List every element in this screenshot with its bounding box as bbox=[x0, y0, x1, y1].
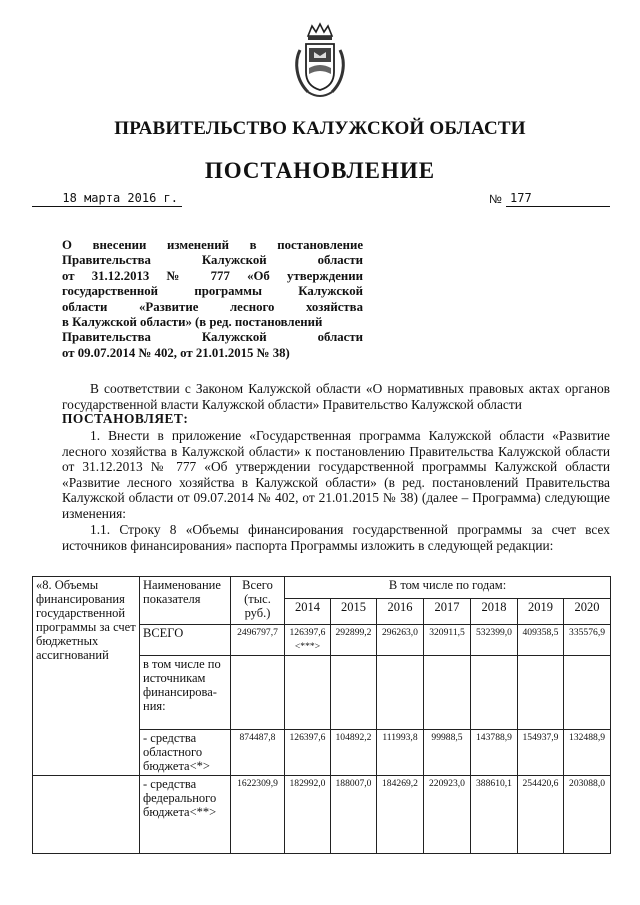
kaluga-coat-of-arms-icon bbox=[292, 22, 348, 102]
year-header: 2018 bbox=[471, 599, 518, 625]
table-header-row bbox=[33, 577, 611, 599]
year-value: 203088,0 bbox=[564, 776, 611, 854]
total-value: 2496797,7 bbox=[231, 625, 285, 656]
year-value bbox=[331, 656, 377, 730]
heading-line: Правительства Калужской области bbox=[62, 253, 363, 268]
year-value: 126397,6 <***> bbox=[285, 625, 331, 656]
decree-date: 18 марта 2016 г. bbox=[32, 191, 182, 207]
heading-line: от 09.07.2014 № 402, от 21.01.2015 № 38) bbox=[62, 345, 290, 360]
organization-name: ПРАВИТЕЛЬСТВО КАЛУЖСКОЙ ОБЛАСТИ bbox=[114, 118, 526, 139]
row-label-cell: «8. Объемы финансирования государственной программы за счет бюджетных ассигнований bbox=[33, 577, 140, 776]
total-value: 1622309,9 bbox=[231, 776, 285, 854]
year-value: 292899,2 bbox=[331, 625, 377, 656]
year-value bbox=[518, 656, 564, 730]
decree-word: ПОСТАНОВЛЯЕТ: bbox=[62, 411, 189, 426]
row-label-continuation bbox=[33, 776, 140, 854]
year-header: 2016 bbox=[377, 599, 424, 625]
subclause-paragraph: 1.1. Строку 8 «Объемы финансирования государственной программы за счет всех источников финансирования» паспорта Программы изложить в следующей редакции: bbox=[62, 522, 610, 553]
year-value: 254420,6 bbox=[518, 776, 564, 854]
decree-number: 177 bbox=[506, 191, 610, 207]
year-value: 104892,2 bbox=[331, 730, 377, 776]
amendment-paragraph: 1. Внести в приложение «Государственная программа Калужской области «Развитие лесного хозяйства в Калужской области» к постановлению Правительства Калужской области от 31.12.2013 № 777 «Об утверждении государственной программы Калужской области «Развитие лесного хозяйства в Калужской области» (в ред. постановлений Правительства Калужской области от 09.07.2014 № 402, от 21.01.2015 № 38) (далее – Программа) следующие изменения: bbox=[62, 428, 610, 521]
heading-line: в Калужской области» (в ред. постановлений bbox=[62, 315, 323, 330]
year-value bbox=[471, 656, 518, 730]
financing-table bbox=[32, 576, 611, 854]
year-value bbox=[564, 656, 611, 730]
col-years-caption: В том числе по годам: bbox=[285, 577, 611, 599]
year-value: 182992,0 bbox=[285, 776, 331, 854]
indicator-name: в том числе по источникам финансирова-ния: bbox=[140, 656, 231, 730]
heading-line: от 31.12.2013 № 777 «Об утверждении bbox=[62, 268, 363, 283]
year-header: 2015 bbox=[331, 599, 377, 625]
year-value: 111993,8 bbox=[377, 730, 424, 776]
col-total-header: Всего (тыс. руб.) bbox=[231, 577, 285, 625]
year-value: 143788,9 bbox=[471, 730, 518, 776]
indicator-name: - средства областного бюджета<*> bbox=[140, 730, 231, 776]
year-value: 220923,0 bbox=[424, 776, 471, 854]
year-value bbox=[285, 656, 331, 730]
heading-line: Правительства Калужской области bbox=[62, 330, 363, 345]
year-value: 532399,0 bbox=[471, 625, 518, 656]
heading-line: области «Развитие лесного хозяйства bbox=[62, 299, 363, 314]
indicator-name: ВСЕГО bbox=[140, 625, 231, 656]
year-value: 388610,1 bbox=[471, 776, 518, 854]
year-value: 320911,5 bbox=[424, 625, 471, 656]
year-value: 188007,0 bbox=[331, 776, 377, 854]
heading-line: О внесении изменений в постановление bbox=[62, 238, 363, 252]
year-value bbox=[424, 656, 471, 730]
year-value bbox=[377, 656, 424, 730]
indicator-name: - средства федерального бюджета<**> bbox=[140, 776, 231, 854]
year-value: 184269,2 bbox=[377, 776, 424, 854]
total-value: 874487,8 bbox=[231, 730, 285, 776]
decree-heading bbox=[62, 238, 363, 361]
year-header: 2014 bbox=[285, 599, 331, 625]
year-value: 409358,5 bbox=[518, 625, 564, 656]
year-value: 154937,9 bbox=[518, 730, 564, 776]
table-row bbox=[33, 776, 611, 854]
heading-line: государственной программы Калужской bbox=[62, 284, 363, 299]
year-value: 335576,9 bbox=[564, 625, 611, 656]
preamble-paragraph: В соответствии с Законом Калужской области «О нормативных правовых актах органов государственной власти Калужской области» Правительство Калужской области bbox=[62, 381, 610, 412]
col-indicator-header: Наименование показателя bbox=[140, 577, 231, 625]
year-value: 296263,0 bbox=[377, 625, 424, 656]
document-type: ПОСТАНОВЛЕНИЕ bbox=[204, 158, 436, 183]
year-value: 126397,6 bbox=[285, 730, 331, 776]
total-value bbox=[231, 656, 285, 730]
year-header: 2020 bbox=[564, 599, 611, 625]
year-header: 2017 bbox=[424, 599, 471, 625]
number-label: № bbox=[489, 192, 502, 206]
year-value: 132488,9 bbox=[564, 730, 611, 776]
year-header: 2019 bbox=[518, 599, 564, 625]
year-value: 99988,5 bbox=[424, 730, 471, 776]
